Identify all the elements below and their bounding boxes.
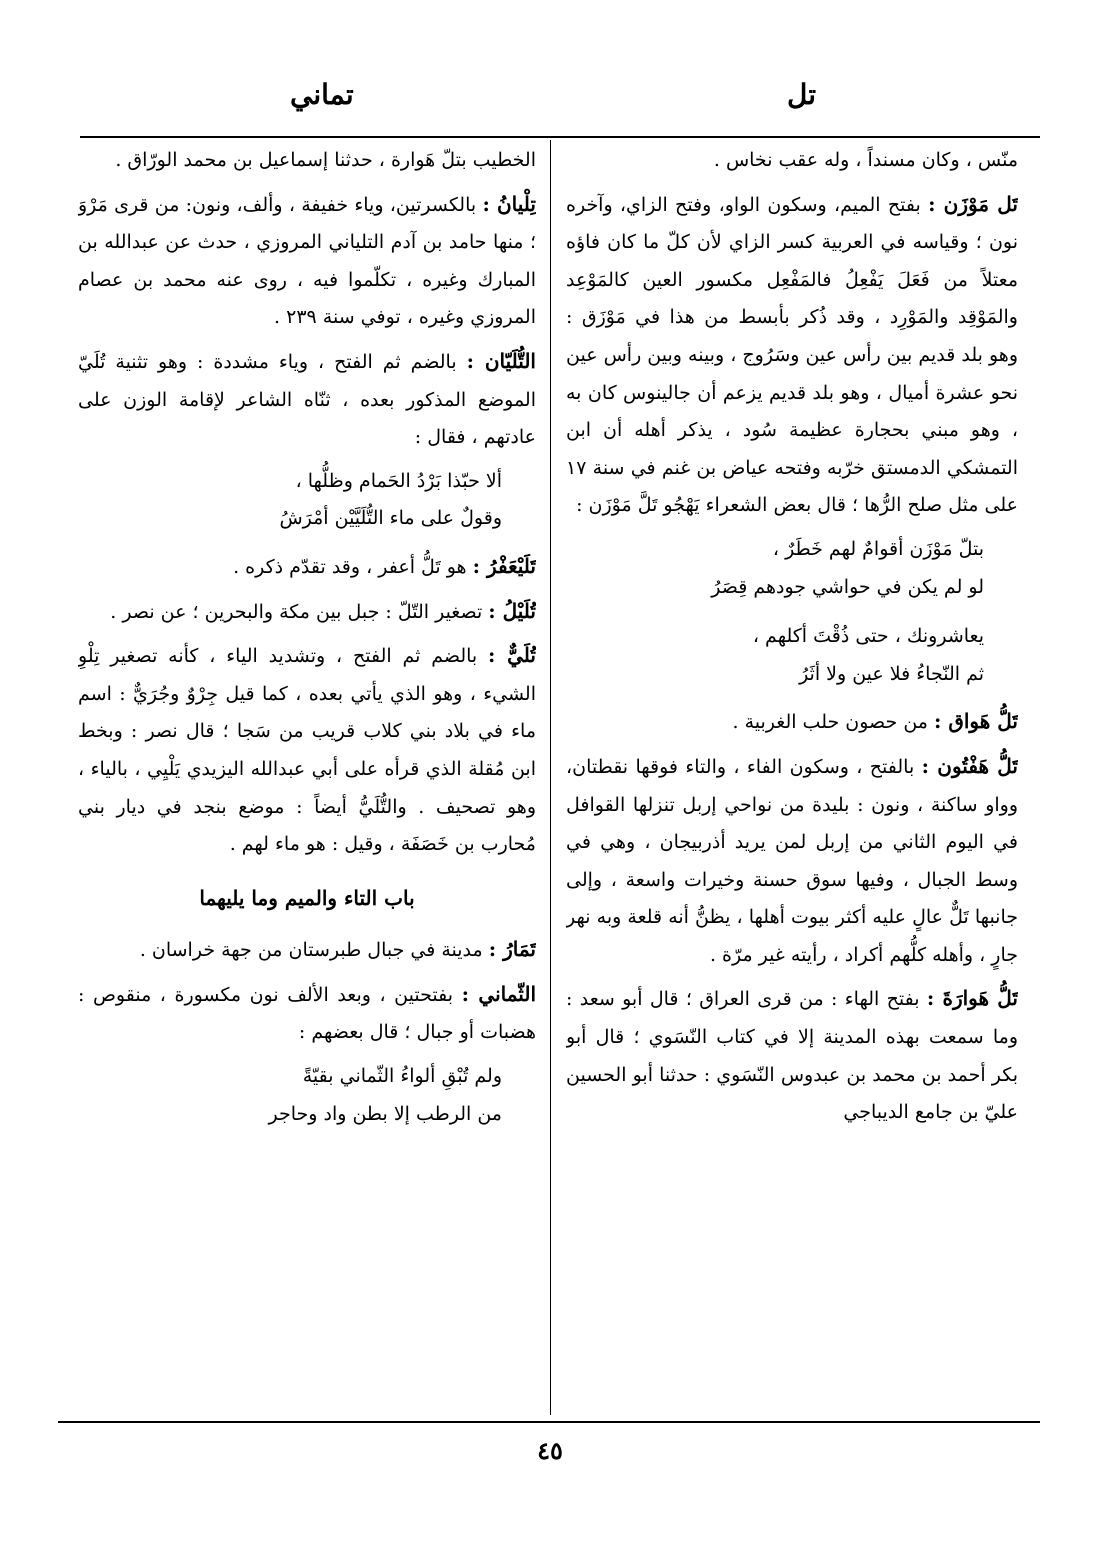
headword: تَمَارُ : (488, 937, 536, 962)
entry-al-thamani (78, 976, 536, 1052)
headword: تَلُّ هَفْتُون : (921, 753, 1018, 778)
entry-tal-hawaq (566, 703, 1018, 742)
headword: تَلُّ هَوارَةَ : (926, 986, 1018, 1011)
left-column (78, 142, 536, 1414)
entry-text: مدينة في جبال طبرستان من جهة خراسان . (139, 939, 483, 962)
entry-text: بالفتح ، وسكون الفاء ، والتاء فوقها نقطتان، وواو ساكنة ، ونون : بليدة من نواحي إربل تنزلها القوافل في اليوم الثاني من إربل لمن يريد أذربيجان ، وهي في وسط الجبال ، وفيها سوق حسنة وخيرات واسعة ، وإلى جانبها تَلٌّ عالٍ عليه أكثر بيوت أهلها ، يظنُّ أنه قلعة وبه نهر جارٍ ، وأهله كلُّهم أكراد ، رأيته غير مرّة . (566, 755, 1018, 966)
entry-tamar (78, 931, 536, 970)
entry-tal-mawzan (566, 186, 1018, 525)
verse-line: وقولٌ على ماء التُّلَيَّيْن أمْرَشُ (279, 507, 502, 530)
entry-text: بفتح الميم، وسكون الواو، وفتح الزاي، وآخره نون ؛ وقياسه في العربية كسر الزاي لأن كلّ ما كان فاؤه معتلاً من فَعَلَ يَفْعِلُ فالمَفْعِل مكسور العين كالمَوْعِد والمَوْقِد والمَوْرِد ، وقد ذُكر بأبسط من هذا في مَوْزَق : وهو بلد قديم بين رأس عين وسَرُوج ، وبينه وبين رأس عين نحو عشرة أميال ، وهو بلد قديم يزعم أن جالينوس كان به ، وهو مبني بحجارة عظيمة سُود ، يذكر أهله أن ابن التمشكي الدمستق خرّبه وفتحه عياض بن غنم في سنة ١٧ على مثل صلح الرُّها ؛ قال بعض الشعراء يَهْجُو تَلَّ مَوْزَن : (566, 193, 1018, 517)
entry-tal-hawara (566, 980, 1018, 1131)
verse-line: ولم تُبْقِ ألواءُ الثّماني بقيّةً (302, 1065, 502, 1088)
headword: الثّماني : (461, 981, 536, 1006)
poem-block (566, 531, 1018, 693)
verse-line: بتلّ مَوْزَن أقوامٌ لهم خَطَرٌ ، (772, 537, 984, 560)
entry-text: بفتحتين ، وبعد الألف نون مكسورة ، منقوص : هضبات أو جبال ؛ قال بعضهم : (78, 983, 536, 1044)
footer-rule (58, 1421, 1040, 1423)
headword: التُّلَيّان : (466, 348, 536, 373)
verse-line: ألا حبّذا بَرْدُ الحَمام وظلُّها ، (295, 469, 502, 492)
entry-text: بالكسرتين، وياء خفيفة ، وألف، ونون: من قرى مَرْوَ ؛ منها حامد بن آدم التلياني المروزي ، حدث عن عبدالله بن المبارك وغيره ، تكلّموا فيه ، روى عنه محمد بن عصام المروزي وغيره ، توفي سنة ٢٣٩ . (78, 193, 536, 329)
entry-talay-afar (78, 548, 536, 587)
right-column (566, 142, 1018, 1414)
headword: تَل مَوْزَن : (928, 191, 1018, 216)
page-number: ٤٥ (537, 1436, 563, 1465)
entry-tal-haftun (566, 748, 1018, 975)
poem-block (78, 1058, 536, 1133)
entry-text: بفتح الهاء : من قرى العراق ؛ قال أبو سعد : وما سمعت بهذه المدينة إلا في كتاب النّسَوي ؛ قال أبو بكر أحمد بن محمد بن عبدوس النّسَوي : حدثنا أبو الحسين عليّ بن جامع الديباجي (566, 988, 1018, 1124)
poem-block (78, 463, 536, 538)
headword: تِلْيانُ : (482, 191, 536, 216)
continuation-text: منّس ، وكان مسنداً ، وله عقب نخاس . (713, 149, 1018, 171)
header-rule (80, 136, 1040, 138)
entry-tulayy (78, 637, 536, 864)
section-heading: باب التاء والميم وما يليهما (199, 885, 415, 910)
entry-text: بالضم ثم الفتح ، وياء مشددة : وهو تثنية تُلَيّ الموضع المذكور بعده ، ثنّاه الشاعر لإقامة الوزن على عادتهم ، فقال : (78, 350, 536, 449)
verse-line: ثم النّجاءُ فلا عين ولا أثَرُ (799, 662, 984, 685)
entry-text: من حصون حلب الغربية . (732, 711, 928, 734)
entry-text: بالضم ثم الفتح ، وتشديد الياء ، كأنه تصغير تِلْوِ الشيء ، وهو الذي يأتي بعده ، كما قيل جِرْوٌ وجُرَيٌّ : اسم ماء في بلاد بني كلاب قريب من سَجا ؛ قال نصر : وبخط ابن مُقلة الذي قرأه على أبي عبدالله اليزيدي يَلْيِي ، بالياء ، وهو تصحيف . والتُّلَيُّ أيضاً : موضع بنجد في ديار بني مُحارب بن خَصَفَة ، وقيل : هو ماء لهم . (78, 645, 536, 856)
entry-tulayl (78, 593, 536, 632)
column-divider (550, 140, 551, 1415)
entry-text: هو تَلُّ أعفر ، وقد تقدّم ذكره . (233, 555, 467, 578)
entry-text: تصغير التّلّ : جبل بين مكة والبحرين ؛ عن نصر . (110, 600, 483, 623)
verse-line: من الرطب إلا بطن واد وحاجر (268, 1102, 502, 1125)
headword: تَلَيْعَفْرُ : (472, 553, 536, 578)
running-header-right: تل (787, 78, 816, 111)
running-header-left: تماني (290, 78, 354, 111)
continuation-text: الخطيب بتلّ هَوارة ، حدثنا إسماعيل بن محمد الورّاق . (115, 149, 536, 171)
entry-al-tulayyan (78, 343, 536, 457)
verse-line: يعاشرونك ، حتى ذُقْتَ أكلهم ، (752, 625, 984, 648)
verse-line: لو لم يكن في حواشي جودهم قِصَرُ (711, 575, 984, 598)
entry-tilyan (78, 186, 536, 337)
headword: تُلَيٌّ : (488, 643, 536, 668)
headword: تَلُّ هَواق : (934, 709, 1018, 734)
headword: تُلَيْلُ : (488, 598, 536, 623)
